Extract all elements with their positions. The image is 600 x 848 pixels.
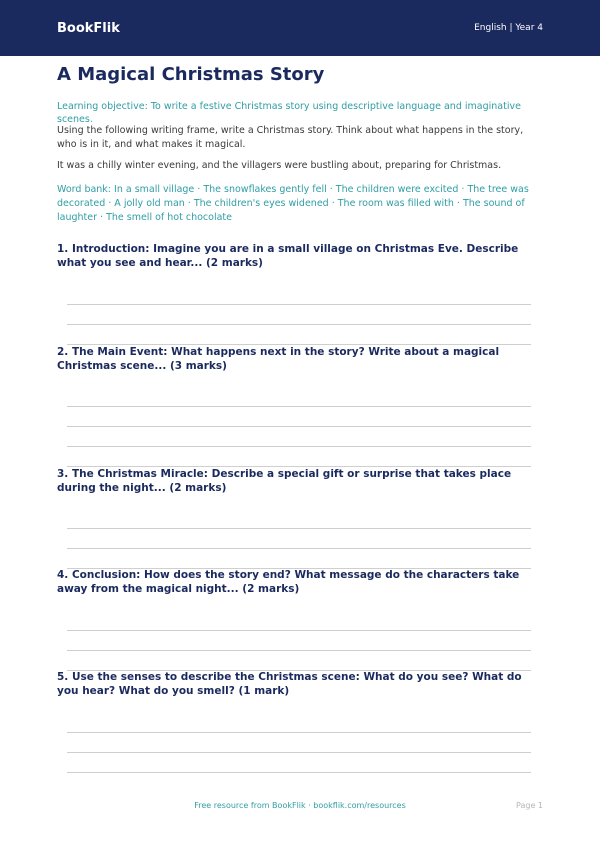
answer-line[interactable] [67, 630, 531, 631]
answer-line[interactable] [67, 324, 531, 325]
question-1: 1. Introduction: Imagine you are in a small village on Christmas Eve. Describe what you see and hear... (2 marks) [57, 243, 519, 269]
footer-credit[interactable]: Free resource from BookFlik · bookflik.com/resources [194, 801, 406, 810]
answer-line[interactable] [67, 752, 531, 753]
answer-line[interactable] [67, 650, 531, 651]
answer-line[interactable] [67, 732, 531, 733]
answer-line[interactable] [67, 548, 531, 549]
word-bank: Word bank: In a small village · The snowflakes gently fell · The children were excited · The tree was decorated · A jolly old man · The children's eyes widened · The room was filled with · The sound of laughter · The smell of hot chocolate [57, 184, 529, 223]
question-4: 4. Conclusion: How does the story end? What message do the characters take away from the magical night... (2 marks) [57, 569, 520, 595]
question-2: 2. The Main Event: What happens next in the story? Write about a magical Christmas scene... (3 marks) [57, 346, 500, 372]
answer-line[interactable] [67, 406, 531, 407]
answer-line[interactable] [67, 304, 531, 305]
page-number: Page 1 [516, 801, 543, 810]
learning-objective: Learning objective: To write a festive Christmas story using descriptive language and imaginative scenes. [57, 101, 521, 125]
brand-logo: BookFlik [57, 20, 120, 36]
question-3: 3. The Christmas Miracle: Describe a special gift or surprise that takes place during the night... (2 marks) [57, 468, 512, 494]
answer-line[interactable] [67, 426, 531, 427]
answer-line[interactable] [67, 528, 531, 529]
question-5: 5. Use the senses to describe the Christmas scene: What do you see? What do you hear? What do you smell? (1 mark) [57, 671, 522, 697]
answer-line[interactable] [67, 772, 531, 773]
subject-label: English | Year 4 [474, 23, 543, 33]
page-title: A Magical Christmas Story [57, 64, 325, 85]
header-bar [0, 0, 600, 56]
answer-line[interactable] [67, 446, 531, 447]
instructions: Using the following writing frame, write a Christmas story. Think about what happens in the story, who is in it, and what makes it magical. [57, 125, 524, 150]
story-starter: It was a chilly winter evening, and the villagers were bustling about, preparing for Christmas. [57, 160, 502, 171]
